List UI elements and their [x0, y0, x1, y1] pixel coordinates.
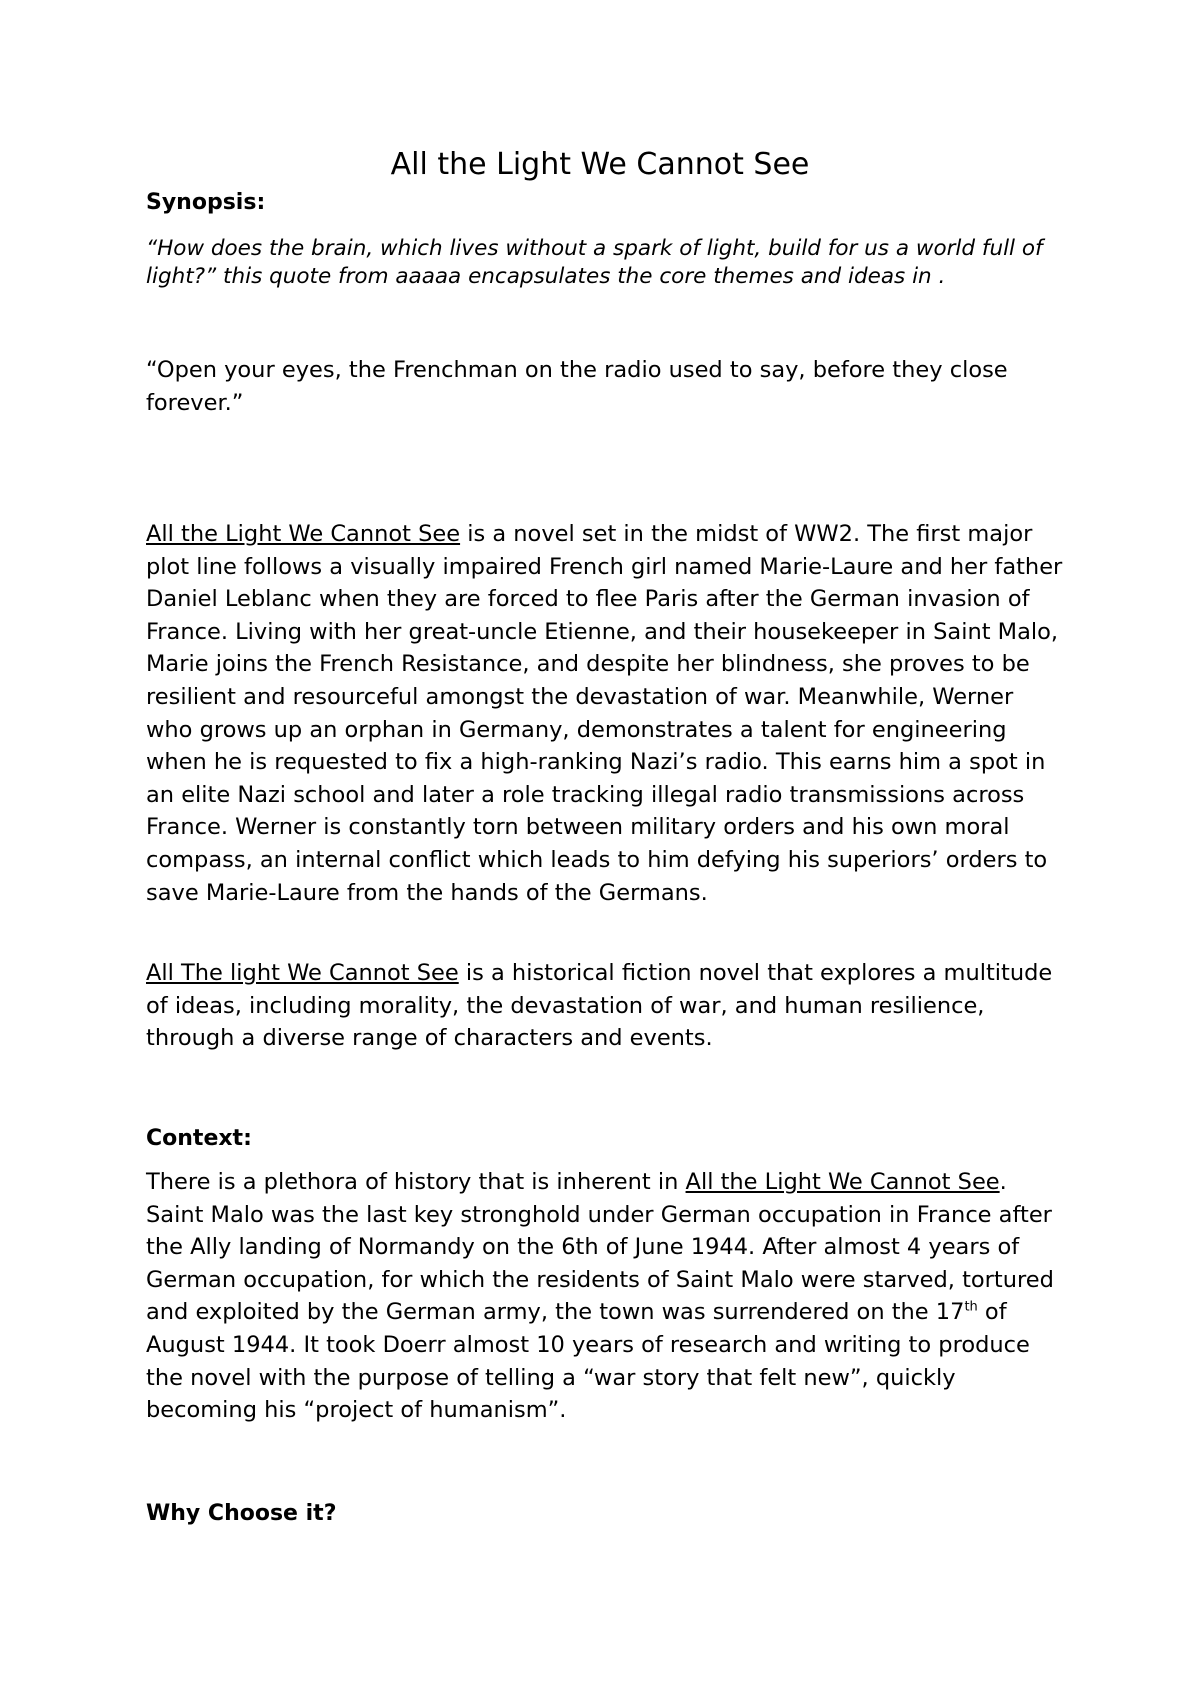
synopsis-heading: Synopsis:	[146, 190, 266, 215]
context-text-before: There is a plethora of history that is inherent in	[146, 1169, 686, 1195]
context-heading: Context:	[146, 1126, 252, 1151]
overview-paragraph	[146, 957, 1066, 1055]
why-choose-heading: Why Choose it?	[146, 1501, 337, 1526]
summary-paragraph	[146, 518, 1066, 909]
context-text-middle: . Saint Malo was the last key stronghold under German occupation in France after the Ally landing of Normandy on the 6th of June 1944. After almost 4 years of German occupation, for which the residents of Saint Malo were starved, tortured and exploited by the German army, the town was surrendered on the 17	[146, 1169, 1054, 1326]
context-text-after: of August 1944. It took Doerr almost 10 years of research and writing to produce the novel with the purpose of telling a “war story that felt new”, quickly becoming his “project of humanism”.	[146, 1299, 1030, 1424]
radio-quote: “Open your eyes, the Frenchman on the radio used to say, before they close forever.”	[146, 357, 1008, 416]
book-title-reference: All the Light We Cannot See	[685, 1169, 1000, 1195]
context-paragraph	[146, 1166, 1066, 1427]
ordinal-superscript: th	[964, 1299, 978, 1315]
summary-text: is a novel set in the midst of WW2. The first major plot line follows a visually impaired French girl named Marie-Laure and her father Daniel Leblanc when they are forced to flee Paris after the German invasion of France. Living with her great-uncle Etienne, and their housekeeper in Saint Malo, Marie joins the French Resistance, and despite her blindness, she proves to be resilient and resourceful amongst the devastation of war. Meanwhile, Werner who grows up an orphan in Germany, demonstrates a talent for engineering when he is requested to fix a high-ranking Nazi’s radio. This earns him a spot in an elite Nazi school and later a role tracking illegal radio transmissions across France. Werner is constantly torn between military orders and his own moral compass, an internal conflict which leads to him defying his superiors’ orders to save Marie-Laure from the hands of the Germans.	[146, 521, 1063, 906]
book-title-reference: All the Light We Cannot See	[146, 521, 461, 547]
book-title-reference: All The light We Cannot See	[146, 960, 459, 986]
document-title: All the Light We Cannot See	[390, 147, 810, 182]
opening-quote: “How does the brain, which lives without a spark of light, build for us a world full of light?” this quote from aaaaa encapsulates the core themes and ideas in .	[146, 236, 1043, 289]
overview-text: is a historical fiction novel that explores a multitude of ideas, including morality, the devastation of war, and human resilience, through a diverse range of characters and events.	[146, 960, 1053, 1052]
